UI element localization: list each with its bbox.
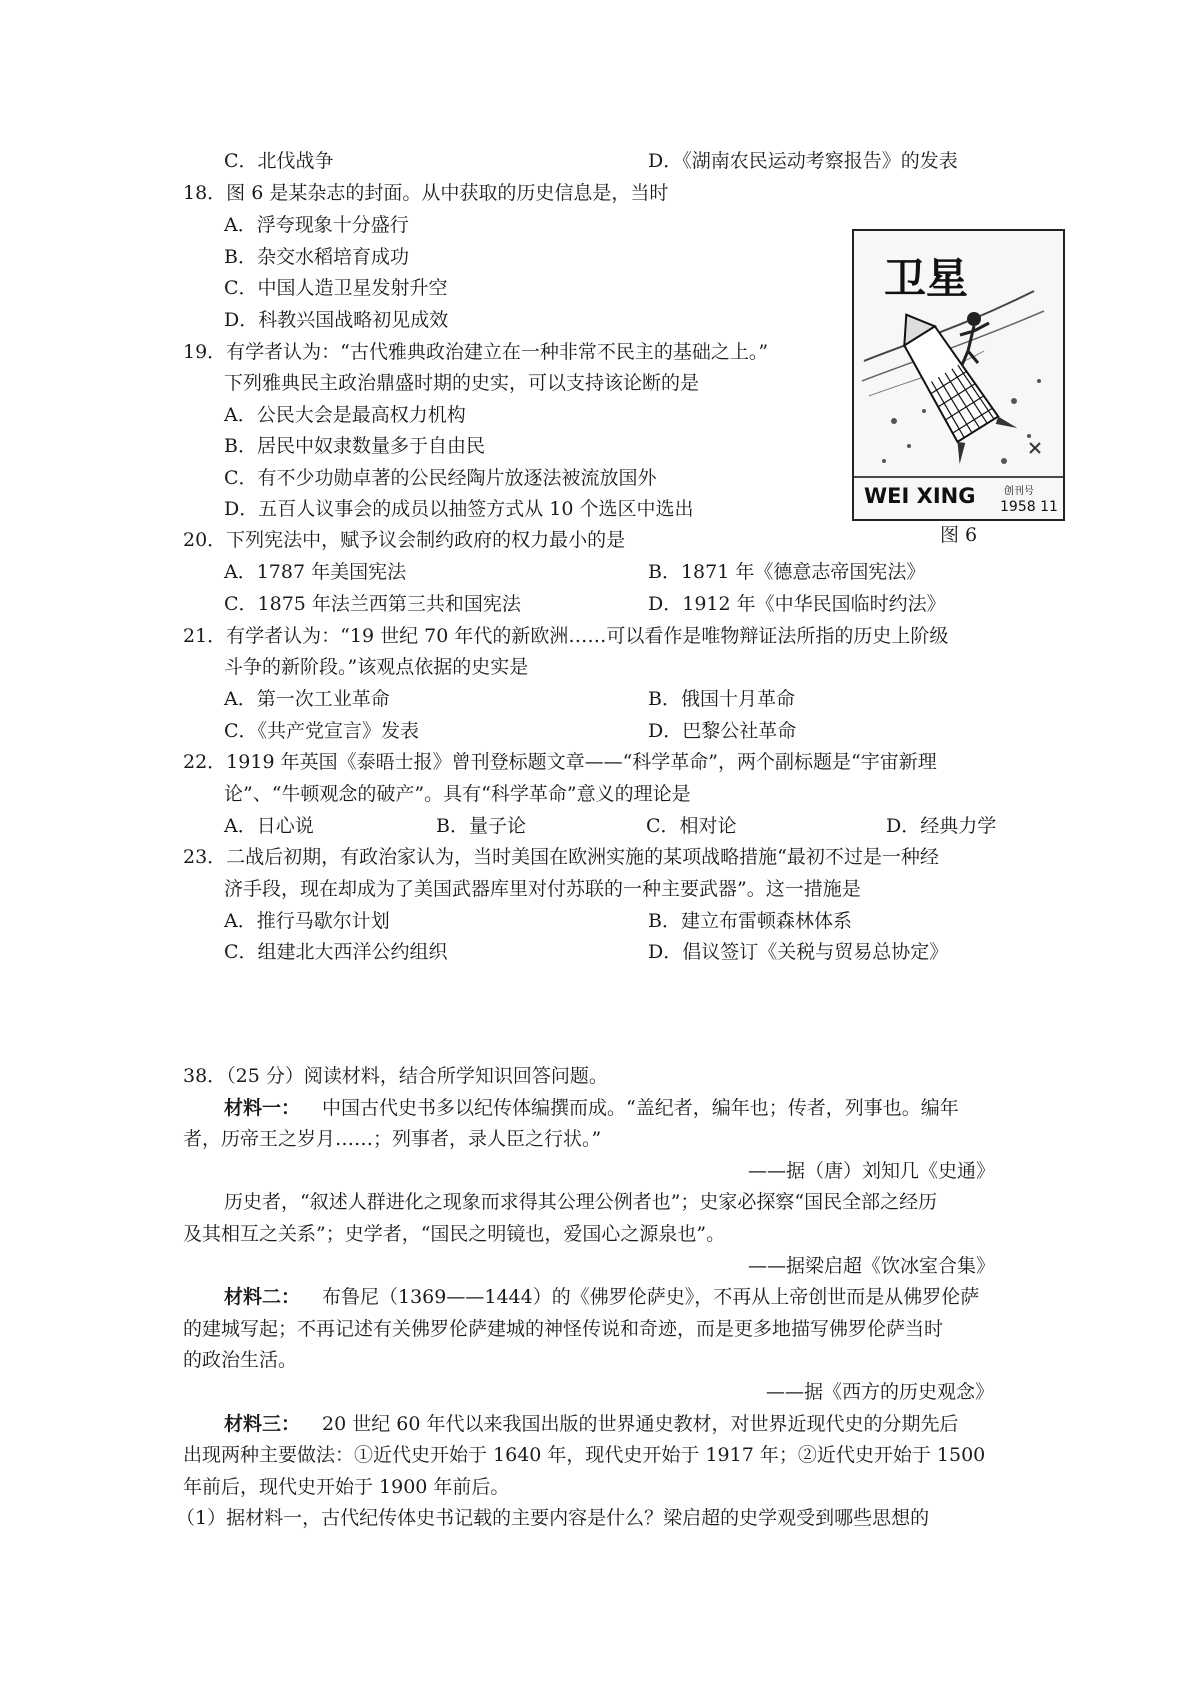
cover-signature: 创刊号 — [1004, 486, 1034, 497]
figure-6-caption: 图 6 — [940, 524, 978, 546]
q17-option-d: D．《湖南农民运动考察报告》的发表 — [648, 150, 958, 172]
q19-option-c: C．有不少功勋卓著的公民经陶片放逐法被流放国外 — [224, 467, 657, 489]
q18-option-b: B．杂交水稻培育成功 — [224, 246, 409, 268]
q20-option-c: C．1875 年法兰西第三共和国宪法 — [224, 593, 521, 615]
q21-option-b: B．俄国十月革命 — [648, 688, 795, 710]
q20-option-a: A．1787 年美国宪法 — [224, 561, 407, 583]
q22-stem-line2: 论”、“牛顿观念的破产”。具有“科学革命”意义的理论是 — [224, 783, 691, 805]
material-1-source2: ——据梁启超《饮冰室合集》 — [748, 1255, 996, 1277]
material-2-line1: 布鲁尼（1369——1444）的《佛罗伦萨史》，不再从上帝创世而是从佛罗伦萨 — [322, 1286, 980, 1308]
q38-header: 38．（25 分）阅读材料，结合所学知识回答问题。 — [183, 1065, 608, 1087]
q18-option-a: A．浮夸现象十分盛行 — [224, 214, 409, 236]
material-3-line3: 年前后，现代史开始于 1900 年前后。 — [183, 1476, 510, 1498]
q21-option-c: C．《共产党宣言》发表 — [224, 720, 420, 742]
q18-option-d: D．科教兴国战略初见成效 — [224, 309, 449, 331]
q23-stem-line1: 23．二战后初期，有政治家认为，当时美国在欧洲实施的某项战略措施“最初不过是一种经 — [183, 846, 939, 868]
material-2-line3: 的政治生活。 — [183, 1349, 298, 1371]
cover-date: 1958 11 — [1000, 499, 1058, 515]
q19-stem-line2: 下列雅典民主政治鼎盛时期的史实，可以支持该论断的是 — [224, 372, 700, 394]
material-2-line2: 的建城写起；不再记述有关佛罗伦萨建城的神怪传说和奇迹，而是更多地描写佛罗伦萨当时 — [183, 1318, 944, 1340]
q23-option-a: A．推行马歇尔计划 — [224, 910, 390, 932]
q19-option-d: D．五百人议事会的成员以抽签方式从 10 个选区中选出 — [224, 498, 694, 520]
rocket-icon — [877, 297, 1017, 464]
q23-stem-line2: 济手段，现在却成为了美国武器库里对付苏联的一种主要武器”。这一措施是 — [224, 878, 861, 900]
material-3-label: 材料三： — [224, 1413, 301, 1435]
q22-option-b: B．量子论 — [436, 815, 526, 837]
q23-option-b: B．建立布雷顿森林体系 — [648, 910, 852, 932]
material-3-line1: 20 世纪 60 年代以来我国出版的世界通史教材，对世界近现代史的分期先后 — [322, 1413, 959, 1435]
q21-stem-line1: 21．有学者认为：“19 世纪 70 年代的新欧洲……可以看作是唯物辩证法所指的历史上阶级 — [183, 625, 949, 647]
material-1-label: 材料一： — [224, 1097, 301, 1119]
q38-subquestion-1: （1）据材料一，古代纪传体史书记载的主要内容是什么？梁启超的史学观受到哪些思想的 — [176, 1507, 930, 1529]
material-1-line2: 者，历帝王之岁月……；列事者，录人臣之行状。” — [183, 1128, 602, 1150]
material-1-line4: 及其相互之关系”；史学者，“国民之明镜也，爱国心之源泉也”。 — [183, 1223, 726, 1245]
satellite-magazine-illustration — [854, 231, 1063, 519]
q22-stem-line1: 22．1919 年英国《泰晤士报》曾刊登标题文章——“科学革命”，两个副标题是“宇宙新理 — [183, 751, 937, 773]
figure-6-magazine-cover — [852, 229, 1065, 521]
material-2-source: ——据《西方的历史观念》 — [766, 1381, 995, 1403]
q20-option-d: D．1912 年《中华民国临时约法》 — [648, 593, 946, 615]
q22-option-a: A．日心说 — [224, 815, 314, 837]
q18-option-c: C．中国人造卫星发射升空 — [224, 277, 448, 299]
material-2-label: 材料二： — [224, 1286, 301, 1308]
material-3-line2: 出现两种主要做法：①近代史开始于 1640 年，现代史开始于 1917 年；②近代史开始于 1500 — [183, 1444, 986, 1466]
cover-roman-title: WEI XING — [864, 484, 976, 508]
q23-option-d: D．倡议签订《关税与贸易总协定》 — [648, 941, 949, 963]
q18-stem: 18．图 6 是某杂志的封面。从中获取的历史信息是，当时 — [183, 182, 669, 204]
q22-option-c: C．相对论 — [646, 815, 737, 837]
material-1-line3: 历史者，“叙述人群进化之现象而求得其公理公例者也”；史家必探察“国民全部之经历 — [224, 1191, 938, 1213]
cover-title: 卫星 — [884, 254, 969, 303]
q19-stem-line1: 19．有学者认为：“古代雅典政治建立在一种非常不民主的基础之上。” — [183, 341, 769, 363]
q23-option-c: C．组建北大西洋公约组织 — [224, 941, 448, 963]
q17-option-c: C．北伐战争 — [224, 150, 334, 172]
material-1-source1: ——据（唐）刘知几《史通》 — [748, 1160, 996, 1182]
q20-option-b: B．1871 年《德意志帝国宪法》 — [648, 561, 926, 583]
q20-stem: 20．下列宪法中，赋予议会制约政府的权力最小的是 — [183, 529, 626, 551]
q19-option-b: B．居民中奴隶数量多于自由民 — [224, 435, 485, 457]
q21-option-a: A．第一次工业革命 — [224, 688, 390, 710]
q22-option-d: D．经典力学 — [886, 815, 997, 837]
material-1-line1: 中国古代史书多以纪传体编撰而成。“盖纪者，编年也；传者，列事也。编年 — [322, 1097, 959, 1119]
q21-stem-line2: 斗争的新阶段。”该观点依据的史实是 — [224, 656, 529, 678]
q21-option-d: D．巴黎公社革命 — [648, 720, 797, 742]
q19-option-a: A．公民大会是最高权力机构 — [224, 404, 466, 426]
